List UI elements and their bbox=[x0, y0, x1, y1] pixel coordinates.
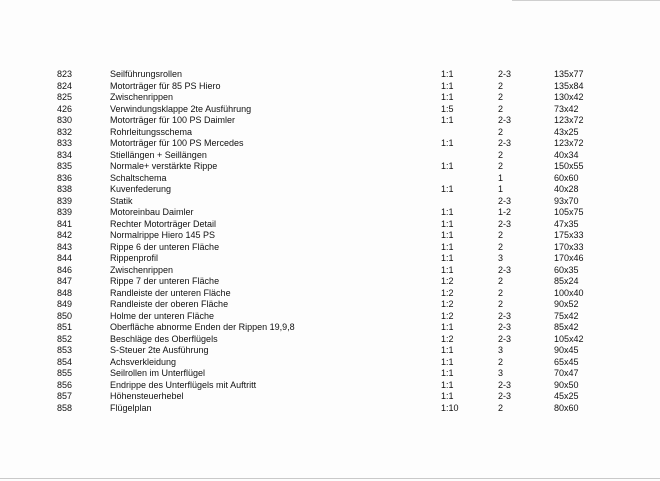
drawing-title: S-Steuer 2te Ausführung bbox=[110, 345, 209, 355]
drawing-size: 45x25 bbox=[554, 391, 579, 401]
drawing-scale: 1:5 bbox=[441, 103, 454, 114]
drawing-size: 60x60 bbox=[554, 172, 579, 183]
drawing-number: 851 bbox=[57, 322, 73, 332]
drawing-sheets: 2 bbox=[498, 92, 504, 102]
drawing-title: Achsverkleidung bbox=[110, 356, 177, 367]
drawing-title: Randleiste der oberen Fläche bbox=[110, 299, 229, 309]
table-row bbox=[0, 253, 660, 265]
drawing-scale: 1:1 bbox=[441, 356, 454, 367]
drawing-sheets: 2 bbox=[498, 402, 504, 413]
table-row bbox=[0, 391, 660, 403]
drawing-scale: 1:1 bbox=[441, 207, 454, 217]
drawing-scale: 1:1 bbox=[441, 184, 454, 194]
drawing-number: 849 bbox=[57, 299, 73, 309]
drawing-scale: 1:1 bbox=[441, 253, 454, 263]
drawing-title: Beschläge des Oberflügels bbox=[110, 333, 218, 344]
table-row bbox=[0, 196, 660, 208]
drawing-number: 836 bbox=[57, 172, 73, 183]
drawing-size: 90x52 bbox=[554, 299, 579, 309]
drawing-title: Seilführungsrollen bbox=[110, 69, 183, 79]
drawing-number: 843 bbox=[57, 241, 73, 252]
drawing-number: 853 bbox=[57, 345, 73, 355]
drawing-number: 839 bbox=[57, 195, 73, 206]
drawing-number: 839 bbox=[57, 207, 73, 217]
drawing-scale: 1:2 bbox=[441, 276, 454, 286]
drawing-sheets: 2 bbox=[498, 276, 504, 286]
drawing-sheets: 2-3 bbox=[498, 195, 512, 206]
table-row bbox=[0, 299, 660, 311]
drawing-size: 150x55 bbox=[554, 161, 584, 171]
drawing-number: 855 bbox=[57, 368, 73, 378]
drawing-size: 40x34 bbox=[554, 149, 579, 160]
drawing-title: Kuvenfederung bbox=[110, 184, 172, 194]
table-row bbox=[0, 69, 660, 81]
drawing-number: 857 bbox=[57, 391, 73, 401]
table-row bbox=[0, 311, 660, 323]
drawing-size: 170x33 bbox=[554, 241, 584, 252]
drawing-scale: 1:1 bbox=[441, 115, 454, 125]
table-row bbox=[0, 380, 660, 392]
drawing-scale: 1:1 bbox=[441, 161, 454, 171]
drawing-scale: 1:1 bbox=[441, 345, 454, 355]
drawing-sheets: 3 bbox=[498, 345, 504, 355]
table-row bbox=[0, 265, 660, 277]
drawing-title: Rechter Motorträger Detail bbox=[110, 218, 217, 229]
table-row bbox=[0, 288, 660, 300]
drawing-number: 833 bbox=[57, 138, 73, 148]
drawing-size: 105x42 bbox=[554, 333, 584, 344]
drawing-scale: 1:1 bbox=[441, 92, 454, 102]
table-row bbox=[0, 115, 660, 127]
drawing-size: 60x35 bbox=[554, 264, 579, 275]
drawing-size: 80x60 bbox=[554, 402, 579, 413]
drawing-title: Verwindungsklappe 2te Ausführung bbox=[110, 103, 252, 114]
drawing-scale: 1:1 bbox=[441, 379, 454, 390]
drawing-sheets: 2 bbox=[498, 161, 504, 171]
drawing-title: Endrippe des Unterflügels mit Auftritt bbox=[110, 379, 257, 390]
drawing-sheets: 2 bbox=[498, 80, 504, 91]
drawing-scale: 1:1 bbox=[441, 230, 454, 240]
drawing-size: 70x47 bbox=[554, 368, 579, 378]
drawing-title: Randleiste der unteren Fläche bbox=[110, 287, 231, 298]
drawing-sheets: 2 bbox=[498, 103, 504, 114]
table-row bbox=[0, 138, 660, 150]
drawing-size: 130x42 bbox=[554, 92, 584, 102]
drawing-number: 848 bbox=[57, 287, 73, 298]
table-row bbox=[0, 357, 660, 369]
drawing-size: 85x42 bbox=[554, 322, 579, 332]
drawing-number: 835 bbox=[57, 161, 73, 171]
drawing-scale: 1:1 bbox=[441, 138, 454, 148]
drawing-number: 850 bbox=[57, 310, 73, 321]
drawing-title: Rippenprofil bbox=[110, 253, 159, 263]
drawing-number: 844 bbox=[57, 253, 73, 263]
drawing-title: Zwischenrippen bbox=[110, 92, 174, 102]
drawing-number: 426 bbox=[57, 103, 73, 114]
drawing-title: Motoreinbau Daimler bbox=[110, 207, 194, 217]
drawing-size: 47x35 bbox=[554, 218, 579, 229]
drawing-sheets: 2-3 bbox=[498, 333, 512, 344]
drawing-sheets: 2-3 bbox=[498, 138, 512, 148]
table-row bbox=[0, 242, 660, 254]
drawing-title: Normalrippe Hiero 145 PS bbox=[110, 230, 216, 240]
drawing-sheets: 2-3 bbox=[498, 322, 512, 332]
table-row bbox=[0, 127, 660, 139]
drawing-title: Seilrollen im Unterflügel bbox=[110, 368, 206, 378]
drawing-title: Motorträger für 100 PS Daimler bbox=[110, 115, 236, 125]
drawing-scale: 1:2 bbox=[441, 310, 454, 321]
drawing-number: 842 bbox=[57, 230, 73, 240]
drawing-size: 75x42 bbox=[554, 310, 579, 321]
drawing-title: Zwischenrippen bbox=[110, 264, 174, 275]
drawing-sheets: 2-3 bbox=[498, 69, 512, 79]
table-row bbox=[0, 173, 660, 185]
table-row bbox=[0, 161, 660, 173]
drawing-size: 135x77 bbox=[554, 69, 584, 79]
drawing-size: 175x33 bbox=[554, 230, 584, 240]
drawing-sheets: 1 bbox=[498, 172, 504, 183]
drawing-title: Rippe 7 der unteren Fläche bbox=[110, 276, 220, 286]
drawing-size: 90x50 bbox=[554, 379, 579, 390]
table-row bbox=[0, 345, 660, 357]
drawing-scale: 1:2 bbox=[441, 333, 454, 344]
drawing-sheets: 1-2 bbox=[498, 207, 512, 217]
drawing-size: 90x45 bbox=[554, 345, 579, 355]
drawing-sheets: 2-3 bbox=[498, 218, 512, 229]
drawing-number: 824 bbox=[57, 80, 73, 91]
drawing-number: 847 bbox=[57, 276, 73, 286]
table-row bbox=[0, 219, 660, 231]
drawing-scale: 1:2 bbox=[441, 287, 454, 298]
drawing-sheets: 2 bbox=[498, 126, 504, 137]
drawing-title: Statik bbox=[110, 195, 133, 206]
drawing-scale: 1:1 bbox=[441, 69, 454, 79]
drawing-number: 852 bbox=[57, 333, 73, 344]
drawing-size: 40x28 bbox=[554, 184, 579, 194]
drawing-number: 854 bbox=[57, 356, 73, 367]
drawing-number: 841 bbox=[57, 218, 73, 229]
drawing-sheets: 3 bbox=[498, 253, 504, 263]
drawing-title: Oberfläche abnorme Enden der Rippen 19,9,8 bbox=[110, 322, 295, 332]
drawing-title: Rohrleitungsschema bbox=[110, 126, 193, 137]
table-row bbox=[0, 276, 660, 288]
drawing-size: 100x40 bbox=[554, 287, 584, 298]
drawing-size: 93x70 bbox=[554, 195, 579, 206]
drawing-sheets: 2 bbox=[498, 149, 504, 160]
drawing-scale: 1:1 bbox=[441, 368, 454, 378]
table-row bbox=[0, 81, 660, 93]
drawing-size: 105x75 bbox=[554, 207, 584, 217]
drawing-scale: 1:1 bbox=[441, 322, 454, 332]
table-row bbox=[0, 334, 660, 346]
drawing-scale: 1:10 bbox=[441, 402, 459, 413]
drawing-number: 858 bbox=[57, 402, 73, 413]
drawing-scale: 1:1 bbox=[441, 391, 454, 401]
drawing-number: 832 bbox=[57, 126, 73, 137]
drawing-sheets: 2-3 bbox=[498, 310, 512, 321]
drawing-size: 170x46 bbox=[554, 253, 584, 263]
drawing-list-table bbox=[0, 69, 660, 414]
drawing-title: Motorträger für 100 PS Mercedes bbox=[110, 138, 244, 148]
drawing-scale: 1:1 bbox=[441, 241, 454, 252]
drawing-number: 856 bbox=[57, 379, 73, 390]
table-row bbox=[0, 368, 660, 380]
table-row bbox=[0, 104, 660, 116]
drawing-sheets: 2-3 bbox=[498, 379, 512, 390]
drawing-sheets: 2 bbox=[498, 230, 504, 240]
drawing-title: Motorträger für 85 PS Hiero bbox=[110, 80, 221, 91]
drawing-scale: 1:1 bbox=[441, 218, 454, 229]
drawing-title: Normale+ verstärkte Rippe bbox=[110, 161, 218, 171]
drawing-sheets: 2 bbox=[498, 287, 504, 298]
drawing-size: 123x72 bbox=[554, 115, 584, 125]
drawing-size: 85x24 bbox=[554, 276, 579, 286]
drawing-sheets: 2-3 bbox=[498, 264, 512, 275]
drawing-sheets: 1 bbox=[498, 184, 504, 194]
table-row bbox=[0, 403, 660, 415]
drawing-size: 43x25 bbox=[554, 126, 579, 137]
drawing-title: Höhensteuerhebel bbox=[110, 391, 184, 401]
drawing-size: 73x42 bbox=[554, 103, 579, 114]
drawing-sheets: 2 bbox=[498, 356, 504, 367]
drawing-sheets: 2-3 bbox=[498, 391, 512, 401]
drawing-title: Flügelplan bbox=[110, 402, 152, 413]
table-row bbox=[0, 322, 660, 334]
table-row bbox=[0, 92, 660, 104]
drawing-number: 825 bbox=[57, 92, 73, 102]
drawing-title: Stiellängen + Seillängen bbox=[110, 149, 207, 160]
drawing-number: 830 bbox=[57, 115, 73, 125]
drawing-number: 846 bbox=[57, 264, 73, 275]
drawing-title: Holme der unteren Fläche bbox=[110, 310, 215, 321]
table-row bbox=[0, 184, 660, 196]
drawing-size: 135x84 bbox=[554, 80, 584, 91]
drawing-sheets: 2 bbox=[498, 241, 504, 252]
drawing-scale: 1:1 bbox=[441, 264, 454, 275]
drawing-size: 123x72 bbox=[554, 138, 584, 148]
table-row bbox=[0, 207, 660, 219]
drawing-scale: 1:1 bbox=[441, 80, 454, 91]
drawing-sheets: 2 bbox=[498, 299, 504, 309]
drawing-number: 834 bbox=[57, 149, 73, 160]
table-row bbox=[0, 230, 660, 242]
drawing-number: 838 bbox=[57, 184, 73, 194]
drawing-scale: 1:2 bbox=[441, 299, 454, 309]
drawing-title: Schaltschema bbox=[110, 172, 167, 183]
bottom-edge-line bbox=[0, 478, 660, 479]
top-edge-line bbox=[512, 0, 660, 1]
drawing-sheets: 2-3 bbox=[498, 115, 512, 125]
drawing-number: 823 bbox=[57, 69, 73, 79]
table-row bbox=[0, 150, 660, 162]
drawing-size: 65x45 bbox=[554, 356, 579, 367]
drawing-title: Rippe 6 der unteren Fläche bbox=[110, 241, 220, 252]
drawing-sheets: 3 bbox=[498, 368, 504, 378]
